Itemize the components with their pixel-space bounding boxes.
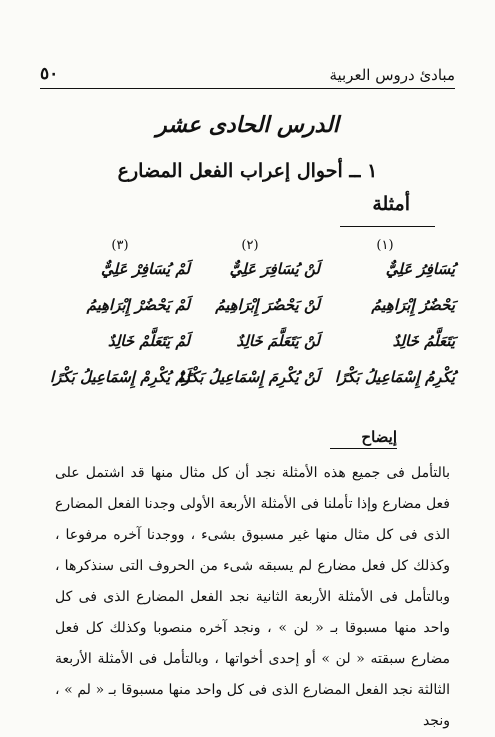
example-sentence: يَتَعَلَّمُ خَالِدٌ	[392, 332, 455, 350]
example-sentence: يُسَافِرُ عَلِيٌّ	[385, 260, 455, 278]
example-sentence: لَمْ يَحْضُرْ إِبْرَاهِيمُ	[86, 296, 190, 314]
example-sentence: لَمْ يُكْرِمْ إِسْمَاعِيلُ بَكْرًا	[50, 368, 190, 386]
example-column-2	[180, 238, 320, 404]
running-head	[40, 58, 455, 84]
example-sentence: لَمْ يَتَعَلَّمْ خَالِدٌ	[107, 332, 190, 350]
example-sentence: لَنْ يَتَعَلَّمَ خَالِدٌ	[236, 332, 320, 350]
column-number: (٣)	[111, 238, 129, 253]
example-sentence: لَنْ يَحْضُرَ إِبْرَاهِيمُ	[215, 296, 320, 314]
explanation-label: إيضاح	[361, 428, 397, 446]
example-sentence: لَنْ يُسَافِرَ عَلِيٌّ	[229, 260, 320, 278]
example-sentence: يُكْرِمُ إِسْمَاعِيلُ بَكْرًا	[334, 368, 455, 386]
book-title: مبادئ دروس العربية	[329, 66, 455, 84]
explanation-underline	[330, 448, 397, 449]
column-number: (٢)	[241, 238, 259, 253]
column-number: (١)	[376, 238, 394, 253]
examples-grid	[50, 238, 455, 413]
example-sentence: لَنْ يُكْرِمَ إِسْمَاعِيلُ بَكْرًا	[178, 368, 320, 386]
examples-label: أمثلة	[372, 193, 410, 215]
example-column-3	[50, 238, 190, 404]
example-column-1	[315, 238, 455, 404]
examples-underline	[340, 226, 435, 227]
explanation-paragraph: بالتأمل فى جميع هذه الأمثلة نجد أن كل مثال منها قد اشتمل على فعل مضارع وإذا تأملنا فى الأمثلة الأربعة الأولى وجدنا الفعل المضارع الذى فى كل مثال منها غير مسبوق بشىء ، ووجدنا آخره مرفوعا ، وكذلك كل فعل مضارع لم يسبقه شىء من الحروف التى سنذكرها ، وبالتأمل فى الأمثلة الأربعة الثانية نجد الفعل المضارع الذى فى كل واحد منها مسبوقا بـ « لن » ، ونجد آخره منصوبا وكذلك كل فعل مضارع سبقته « لن » أو إحدى أخواتها ، وبالتأمل فى الأمثلة الأربعة الثالثة نجد الفعل المضارع الذى فى كل واحد منها مسبوقا بـ « لم » ، ونجد	[55, 465, 450, 729]
lesson-title: الدرس الحادى عشر	[156, 112, 339, 138]
example-sentence: لَمْ يُسَافِرْ عَلِيٌّ	[101, 260, 190, 278]
page-number: ٥٠	[40, 64, 59, 84]
example-sentence: يَحْضُرُ إِبْرَاهِيمُ	[371, 296, 455, 314]
section-title: ١ ــ أحوال إعراب الفعل المضارع	[117, 160, 378, 182]
header-rule	[40, 88, 455, 89]
